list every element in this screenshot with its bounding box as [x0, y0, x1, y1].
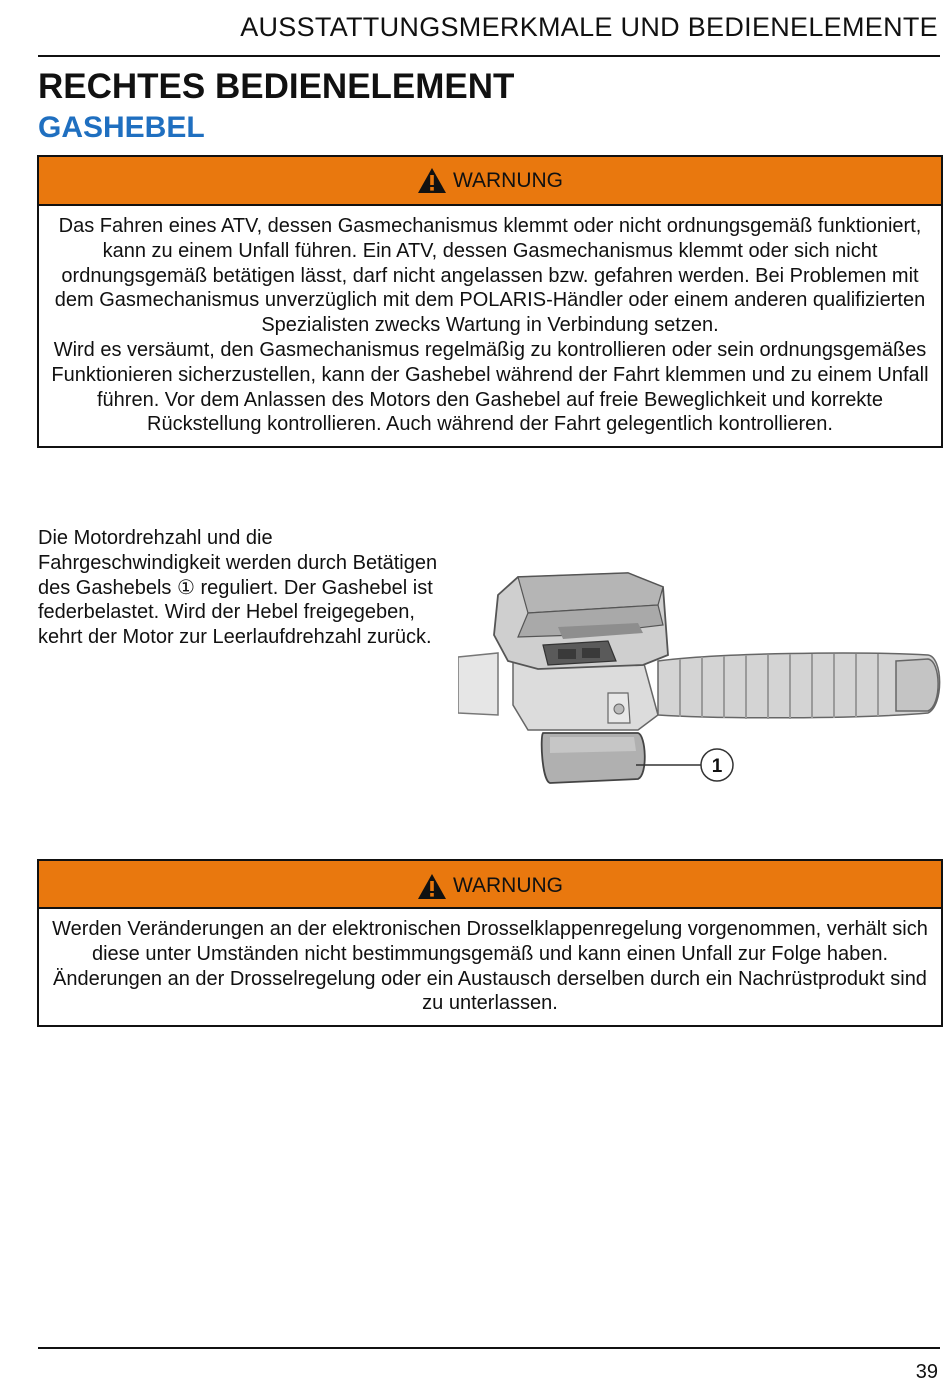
warning-header [39, 861, 941, 909]
page-title: RECHTES BEDIENELEMENT [38, 67, 515, 106]
warning-box-1 [37, 155, 943, 448]
warning-paragraph: Werden Veränderungen an der elektronischen Drosselklappenregelung vorgenommen, verhält sich diese unter Umständen nicht bestimmungsgemäß und kann einen Unfall zur Folge haben. Änderungen an der Drosselregelung oder ein Austausch derselben durch ein Nachrüstprodukt sind zu unterlassen. [52, 918, 928, 1015]
warning-body [39, 206, 941, 446]
running-header: AUSSTATTUNGSMERKMALE UND BEDIENELEMENTE [240, 12, 938, 42]
section-title: GASHEBEL [38, 111, 205, 144]
page-number: 39 [915, 1361, 938, 1383]
intro-paragraph: Die Motordrehzahl und die Fahrgeschwindigkeit werden durch Betätigen des Gashebels ① reguliert. Der Gashebel ist federbelastet. Wird der Hebel freigegeben, kehrt der Motor zur Leerlaufdrehzahl zurück. [38, 527, 438, 649]
warning-label: WARNUNG [452, 168, 564, 192]
footer-rule [38, 1347, 940, 1349]
warning-header [39, 157, 941, 206]
warning-label: WARNUNG [452, 874, 564, 897]
callout-number: 1 [711, 756, 723, 777]
warning-box-2 [37, 859, 943, 1027]
warning-paragraph: Das Fahren eines ATV, dessen Gasmechanismus klemmt oder nicht ordnungsgemäß funktioniert, kann zu einem Unfall führen. Ein ATV, dessen Gasmechanismus klemmt oder sich nicht ordnungsgemäß betätigen lässt, darf nicht angelassen bzw. gefahren werden. Bei Problemen mit dem Gasmechanismus unverzüglich mit dem POLARIS-Händler oder einem anderen qualifizierten Spezialisten zwecks Wartung in Verbindung setzen. [54, 215, 926, 337]
warning-body [39, 909, 941, 1025]
warning-triangle-icon [417, 873, 447, 900]
warning-paragraph: Wird es versäumt, den Gasmechanismus regelmäßig zu kontrollieren oder sein ordnungsgemäßes Funktionieren sicherzustellen, kann der Gashebel während der Fahrt klemmen und zu einem Unfall führen. Vor dem Anlassen des Motors den Gashebel auf freie Beweglichkeit und korrekte Rückstellung kontrollieren. Auch während der Fahrt gelegentlich kontrollieren. [51, 338, 929, 436]
header-rule [38, 55, 940, 57]
warning-triangle-icon [417, 167, 447, 194]
throttle-lever-illustration [458, 565, 948, 800]
